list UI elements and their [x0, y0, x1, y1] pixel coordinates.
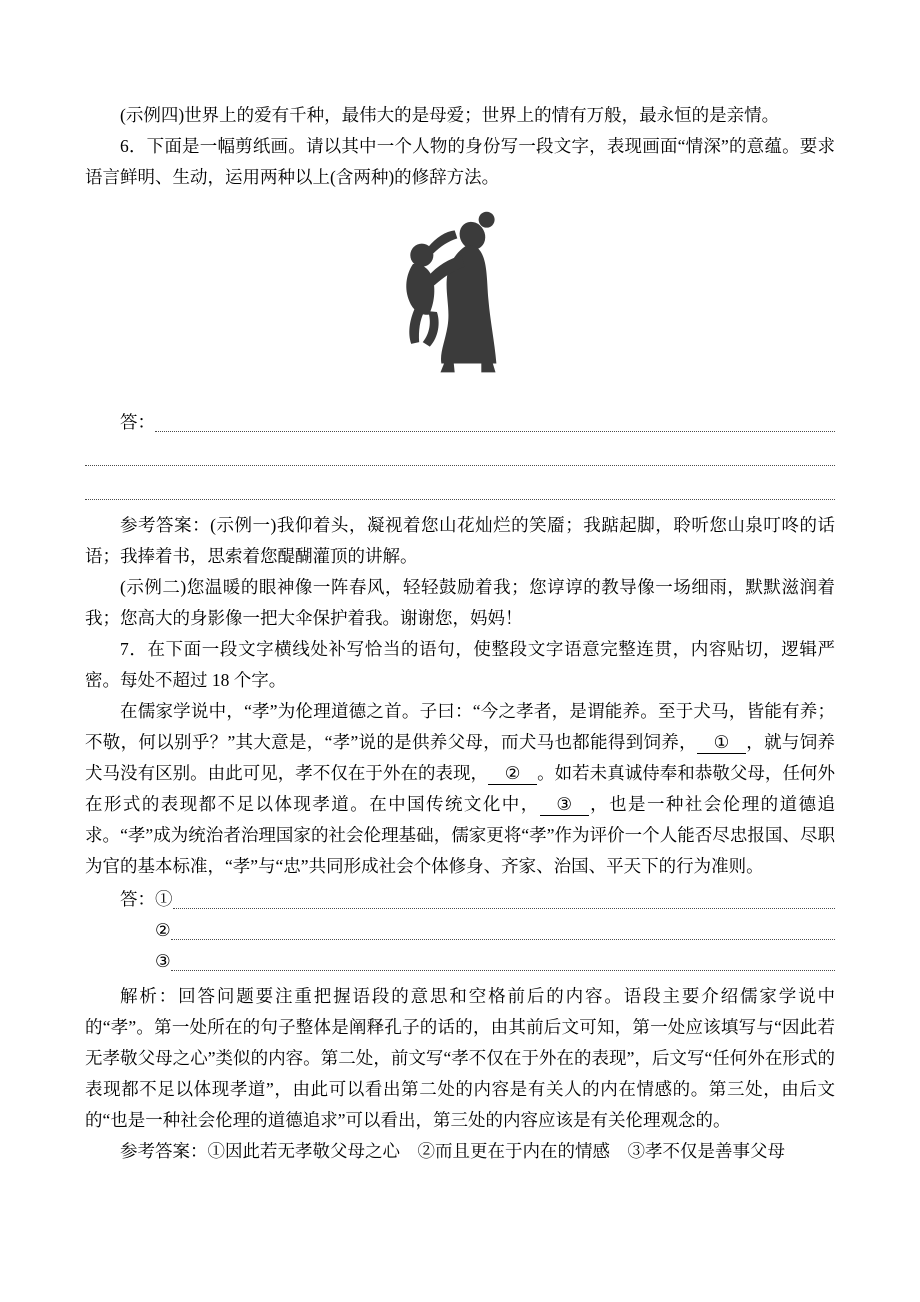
- mother-foot-left-shape: [440, 363, 454, 372]
- child-leg-right-shape: [423, 311, 439, 347]
- child-arm-shape: [428, 230, 457, 253]
- answer-blank-line-1: [173, 884, 836, 915]
- q6-answer-line-2: [85, 438, 835, 472]
- answer-blank-line: [155, 407, 835, 438]
- papercut-figure: [85, 207, 835, 395]
- q6-answer-line-3: [85, 472, 835, 506]
- answer-label-1: 答：①: [120, 889, 173, 909]
- q7-prompt: 7．在下面一段文字横线处补写恰当的语句，使整段文字语意完整连贯，内容贴切，逻辑严密。每处不超过 18 个字。: [85, 639, 835, 690]
- passage-blank-1: ①: [697, 731, 746, 754]
- answer-blank-line-3: [171, 946, 835, 977]
- child-body-shape: [406, 264, 434, 315]
- answer-label-2: ②: [155, 920, 171, 940]
- q7-answer-line-3: [85, 946, 835, 977]
- q7-answer-area: [85, 884, 835, 977]
- passage-seg-4: ，也是一种社会伦理的道德追求。“孝”成为统治者治理国家的社会伦理基础，儒家更将“孝”作为评价一个人能否尽忠报国、尽职为官的基本标准，“孝”与“忠”共同形成社会个体修身、齐家、治国、平天下的行为准则。: [85, 794, 835, 876]
- q6-answer-area: [85, 407, 835, 506]
- q7-answer-line-1: [85, 884, 835, 915]
- passage-seg-3: 。如若未真诚侍奉和恭敬父母，任何外在形式的表现都不足以体现孝道。在中国传统文化中，: [85, 763, 836, 814]
- mother-child-silhouette-image: [389, 207, 531, 385]
- q7-reference-answer: 参考答案：①因此若无孝敬父母之心 ②而且更在于内在的情感 ③孝不仅是善事父母: [120, 1141, 785, 1161]
- q6-reference-answer-2: (示例二)您温暖的眼神像一阵春风，轻轻鼓励着我；您谆谆的教导像一场细雨，默默滋润着我；您高大的身影像一把大伞保护着我。谢谢您，妈妈！: [85, 577, 835, 628]
- child-leg-left-shape: [409, 308, 423, 344]
- q7-passage: [85, 696, 835, 882]
- example4-text: (示例四)世界上的爱有千种，最伟大的是母爱；世界上的情有万般，最永恒的是亲情。: [120, 105, 780, 125]
- q6-reference-answer-1: 参考答案：(示例一)我仰着头，凝视着您山花灿烂的笑靥；我踮起脚，聆听您山泉叮咚的话语；我捧着书，思索着您醍醐灌顶的讲解。: [85, 515, 835, 566]
- q6-answer-line-1: [85, 407, 835, 438]
- passage-seg-1: 在儒家学说中，“孝”为伦理道德之首。子曰：“今之孝者，是谓能养。至于犬马，皆能有养；不敬，何以别乎？”其大意是，“孝”说的是供养父母，而犬马也都能得到饲养，: [85, 701, 835, 752]
- analysis-text: 解析：回答问题要注重把握语段的意思和空格前后的内容。语段主要介绍儒家学说中的“孝”。第一处所在的句子整体是阐释孔子的话的，由其前后文可知，第一处应该填写与“因此若无孝敬父母之心”类似的内容。第二处，前文写“孝不仅在于外在的表现”，后文写“任何外在形式的表现都不足以体现孝道”，由此可以看出第二处的内容是有关人的内在情感的。第三处，由后文的“也是一种社会伦理的道德追求”可以看出，第三处的内容应该是有关伦理观念的。: [85, 986, 835, 1130]
- passage-blank-2: ②: [488, 762, 537, 785]
- q6-prompt: 6．下面是一幅剪纸画。请以其中一个人物的身份写一段文字，表现画面“情深”的意蕴。要求语言鲜明、生动，运用两种以上(含两种)的修辞方法。: [85, 136, 835, 187]
- q7-answer-line-2: [85, 915, 835, 946]
- answer-label-3: ③: [155, 951, 171, 971]
- mother-bun-shape: [479, 212, 495, 228]
- mother-foot-right-shape: [481, 363, 495, 372]
- passage-blank-3: ③: [540, 793, 589, 816]
- answer-label: 答：: [120, 412, 155, 432]
- answer-blank-line-2: [171, 915, 835, 946]
- passage-seg-2: ，就与饲养犬马没有区别。由此可见，孝不仅在于外在的表现，: [85, 732, 836, 783]
